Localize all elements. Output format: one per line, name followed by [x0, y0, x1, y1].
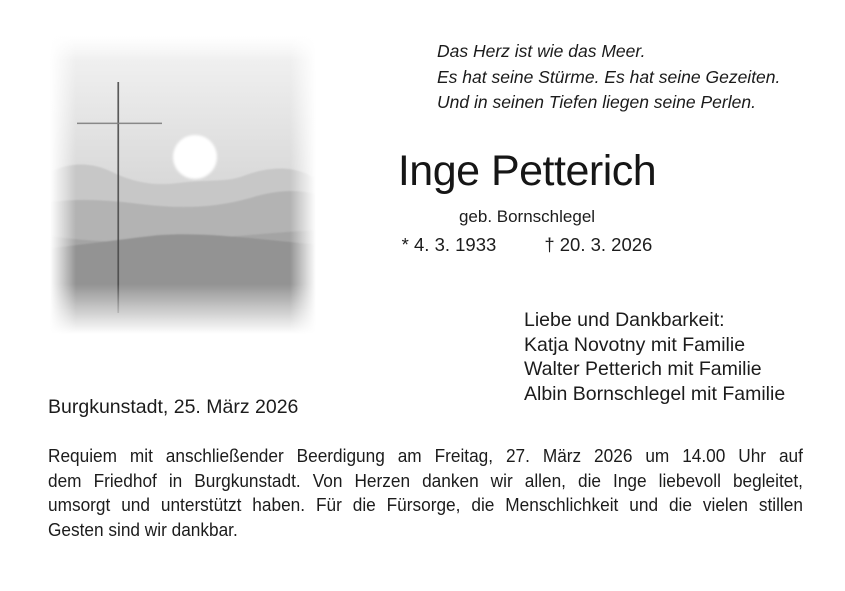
mourners-heading: Liebe und Dankbarkeit:: [524, 309, 725, 331]
death-date: † 20. 3. 2026: [544, 234, 653, 255]
deceased-name: Inge Petterich: [397, 147, 657, 195]
announcement-line: umsorgt und unterstützt haben. Für die Fürsorge, die Menschlichkeit und die vielen stillen: [48, 494, 803, 515]
announcement-line: dem Friedhof in Burgkunstadt. Von Herzen danken wir allen, die Inge liebevoll begleitet,: [48, 469, 803, 491]
life-dates: [377, 233, 677, 257]
mourner-line: Katja Novotny mit Familie: [524, 333, 746, 356]
cross-sunset-landscape: [50, 36, 316, 334]
mourner-line: Walter Petterich mit Familie: [524, 358, 762, 380]
announcement-line: Gesten sind wir dankbar.: [48, 518, 238, 540]
memorial-artwork: [50, 36, 316, 334]
announcement: [48, 444, 803, 542]
poem-line: Und in seinen Tiefen liegen seine Perlen.: [437, 92, 756, 112]
maiden-name: geb. Bornschlegel: [458, 207, 596, 226]
place-date: Burgkunstadt, 25. März 2026: [48, 396, 299, 418]
sun-icon: [173, 135, 217, 179]
poem-line: Es hat seine Stürme. Es hat seine Gezeiten.: [437, 66, 781, 87]
mourners-block: [524, 308, 785, 406]
poem-line: Das Herz ist wie das Meer.: [437, 41, 646, 61]
poem: [437, 39, 780, 116]
mourner-line: Albin Bornschlegel mit Familie: [524, 382, 786, 405]
announcement-line: Requiem mit anschließender Beerdigung am Freitag, 27. März 2026 um 14.00 Uhr auf: [48, 445, 803, 466]
birth-date: * 4. 3. 1933: [401, 234, 497, 255]
